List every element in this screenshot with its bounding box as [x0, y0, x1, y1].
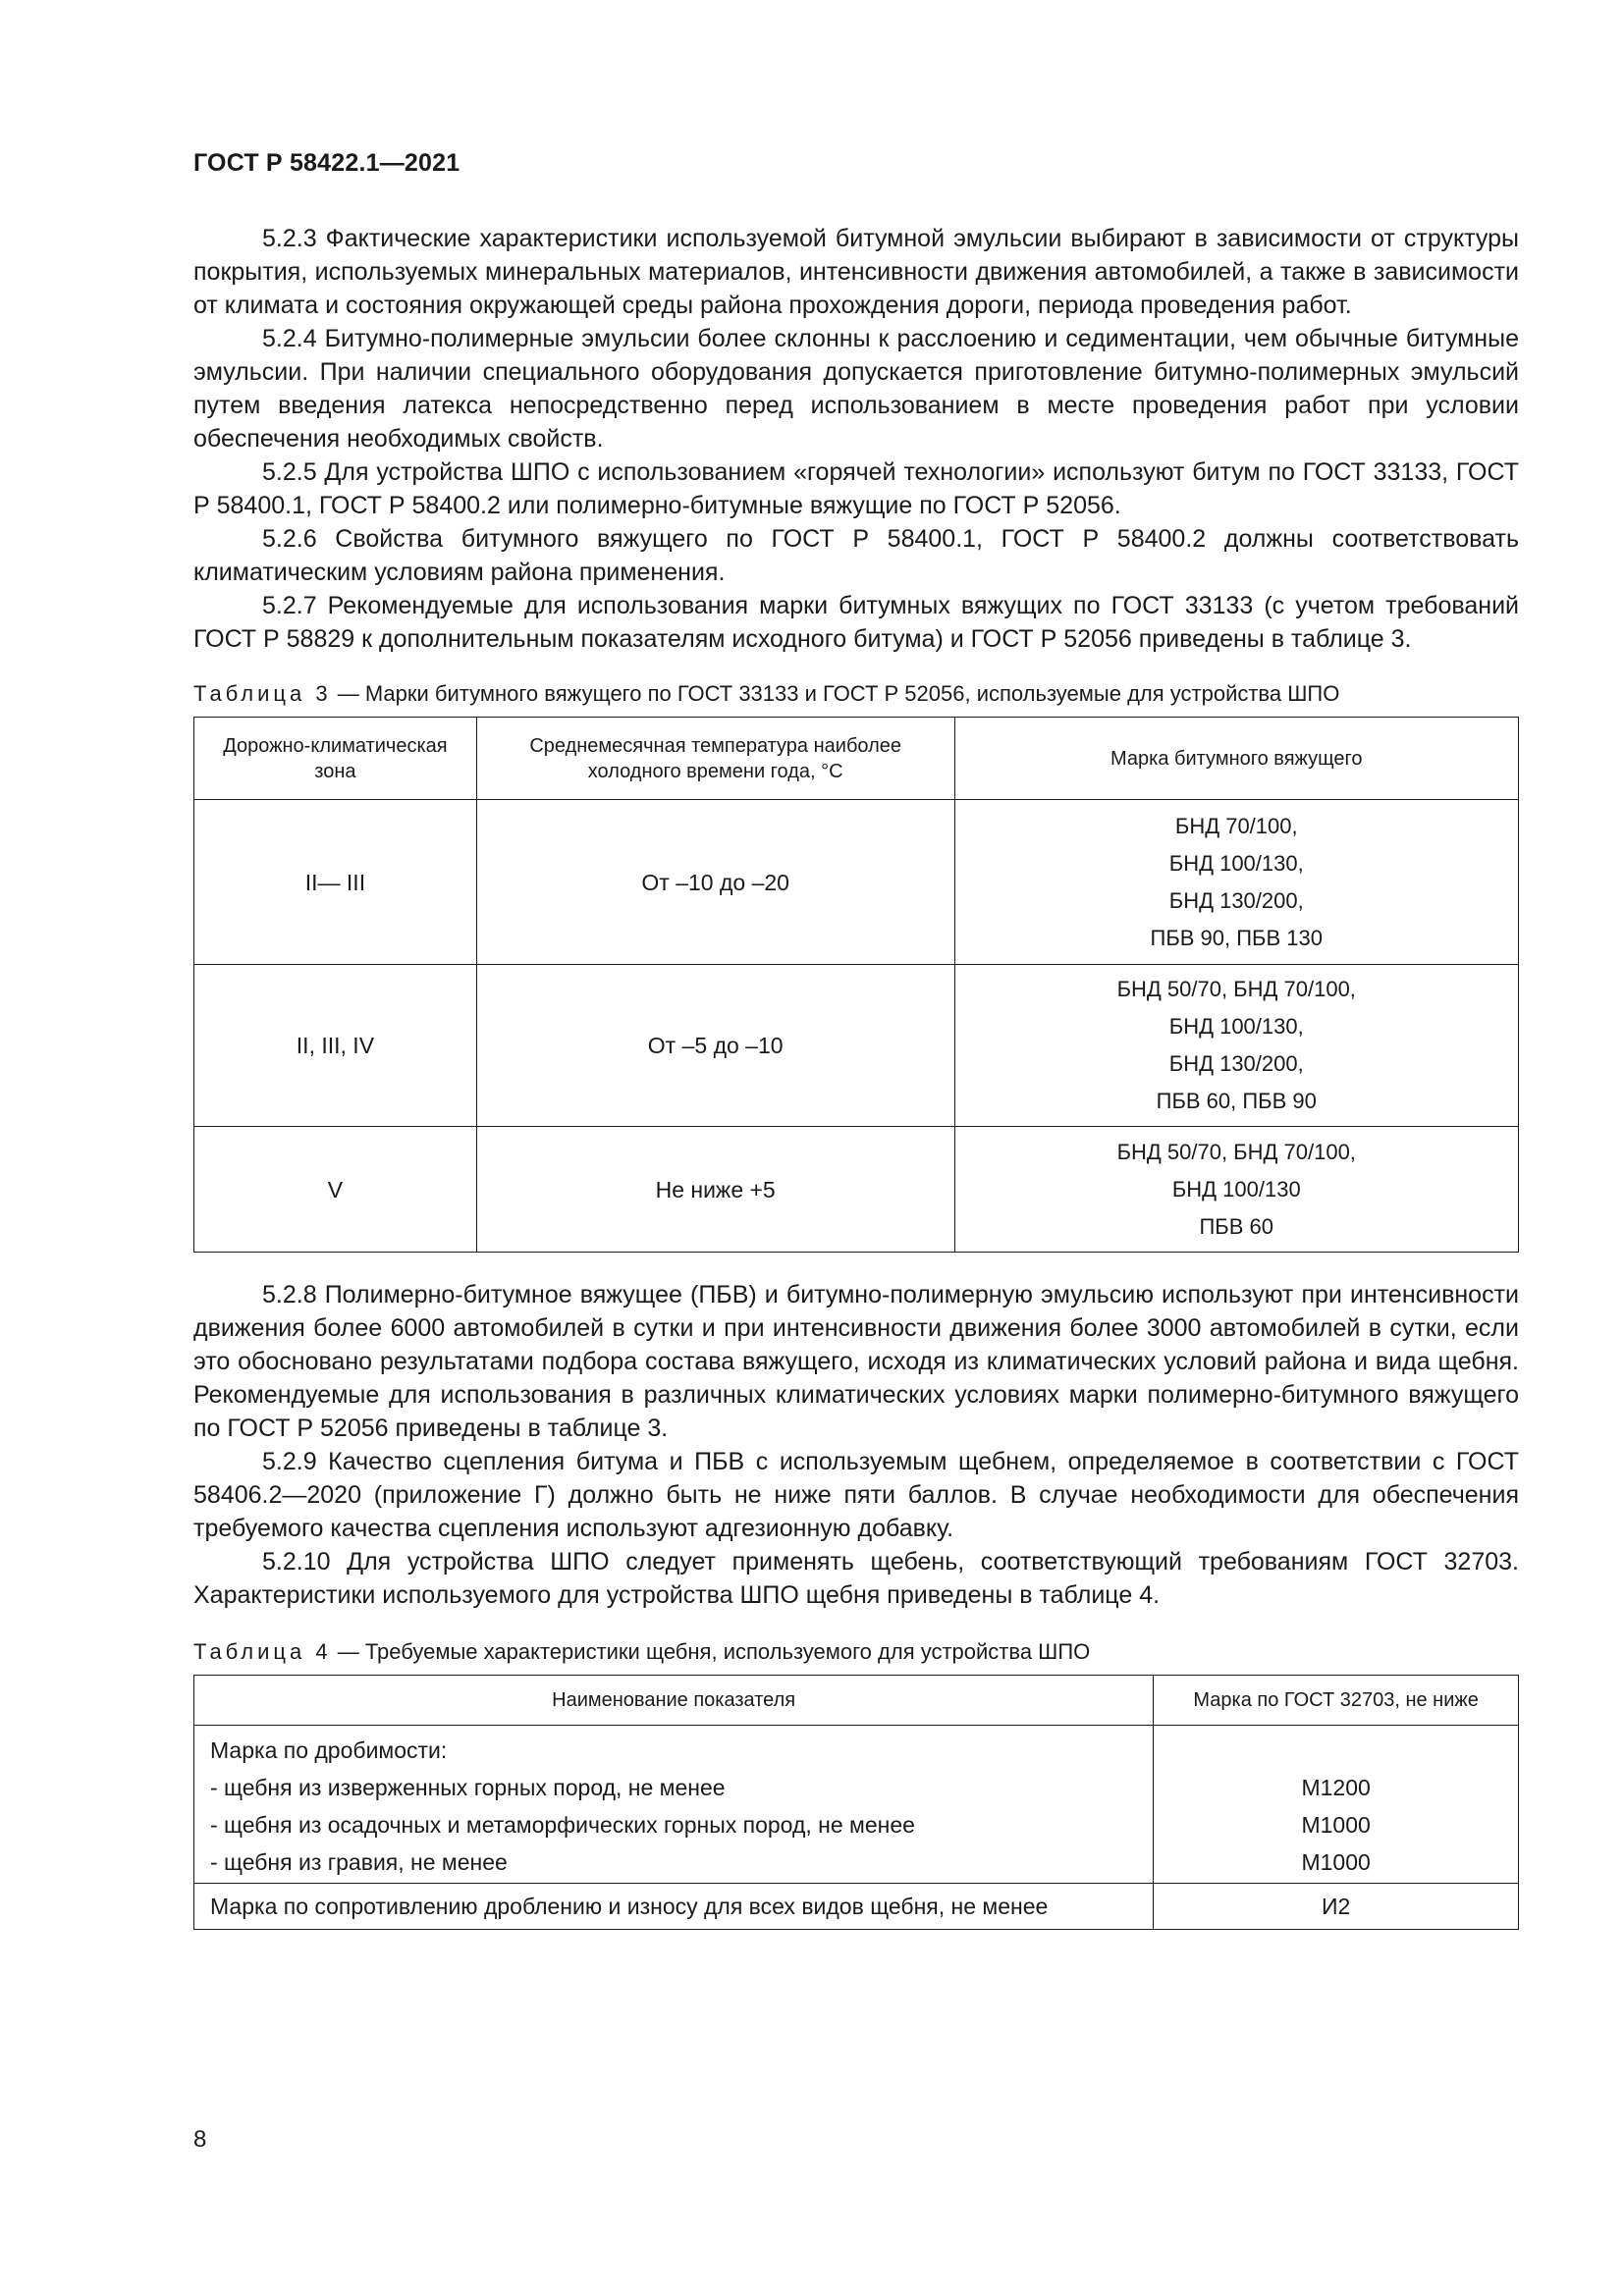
table3-caption-text: — Марки битумного вяжущего по ГОСТ 33133 и ГОСТ Р 52056, используемые для устройства ШПО — [331, 681, 1340, 706]
table-row — [194, 1726, 1519, 1884]
paragraph-5-2-9: 5.2.9 Качество сцепления битума и ПБВ с используемым щебнем, определяемое в соответствии с ГОСТ 58406.2—2020 (приложение Г) должно быть не ниже пяти баллов. В случае необходимости для обеспечения требуемого качества сцепления используют адгезионную добавку. — [193, 1448, 1519, 1542]
table4-header-row — [194, 1676, 1519, 1726]
table3-header-brand: Марка битумного вяжущего — [954, 718, 1519, 800]
table3-brand-cell — [954, 800, 1519, 965]
brand-line: БНД 130/200, — [1168, 1051, 1304, 1076]
paragraph-5-2-8: 5.2.8 Полимерно-битумное вяжущее (ПБВ) и битумно-полимерную эмульсию используют при интенсивности движения более 6000 автомобилей в сутки и при интенсивности движения более 3000 автомобилей в сутки, если это обосновано результатами подбора состава вяжущего, исходя из климатических условий района и вида щебня. Рекомендуемые для использования в различных климатических условиях марки полимерно-битумного вяжущего по ГОСТ Р 52056 приведены в таблице 3. — [193, 1281, 1519, 1442]
document-body — [193, 222, 1519, 1930]
table-row — [194, 965, 1519, 1127]
paragraph-5-2-5: 5.2.5 Для устройства ШПО с использованием «горячей технологии» используют битум по ГОСТ 33133, ГОСТ Р 58400.1, ГОСТ Р 58400.2 или полимерно-битумные вяжущие по ГОСТ Р 52056. — [193, 458, 1519, 519]
table4-caption-text: — Требуемые характеристики щебня, используемого для устройства ШПО — [331, 1639, 1091, 1664]
table4-value-cell: И2 — [1154, 1884, 1519, 1930]
table4-name-cell: Марка по сопротивлению дроблению и износу для всех видов щебня, не менее — [194, 1884, 1154, 1930]
brand-line: ПБВ 60 — [1199, 1213, 1273, 1239]
brand-line: ПБВ 90, ПБВ 130 — [1150, 925, 1323, 950]
table4-caption — [193, 1637, 1519, 1667]
page-number: 8 — [193, 2126, 207, 2153]
table4-name-line: Марка по дробимости: — [210, 1737, 448, 1763]
table3-temp-cell: От –10 до –20 — [476, 800, 954, 965]
table3-brand-cell — [954, 1127, 1519, 1253]
brand-line: БНД 50/70, БНД 70/100, — [1116, 977, 1356, 1001]
table4-value-cell — [1154, 1726, 1519, 1884]
table3-zone-cell: II— III — [194, 800, 477, 965]
table3-temp-cell: От –5 до –10 — [476, 965, 954, 1127]
table3-zone-cell: II, III, IV — [194, 965, 477, 1127]
table3-brand-cell — [954, 965, 1519, 1127]
table4-value-line — [1154, 1732, 1518, 1769]
table4-value-line: M1000 — [1301, 1849, 1371, 1875]
brand-line: БНД 50/70, БНД 70/100, — [1116, 1139, 1356, 1164]
table4-value-line: M1200 — [1301, 1775, 1371, 1800]
table4-name-line: - щебня из осадочных и метаморфических горных пород, не менее — [210, 1812, 915, 1838]
brand-line: БНД 100/130, — [1168, 850, 1304, 876]
table3-header-zone: Дорожно-климатическая зона — [194, 718, 477, 800]
table4-name-line: - щебня из изверженных горных пород, не менее — [210, 1775, 726, 1800]
table4-header-value: Марка по ГОСТ 32703, не ниже — [1154, 1676, 1519, 1726]
table4-header-name: Наименование показателя — [194, 1676, 1154, 1726]
table-row — [194, 1884, 1519, 1930]
brand-line: БНД 100/130, — [1168, 1014, 1304, 1039]
table4-caption-label: Таблица 4 — [193, 1639, 332, 1664]
brand-line: БНД 70/100, — [1174, 813, 1298, 838]
table3-temp-cell: Не ниже +5 — [476, 1127, 954, 1253]
paragraph-5-2-3: 5.2.3 Фактические характеристики используемой битумной эмульсии выбирают в зависимости от структуры покрытия, используемых минеральных материалов, интенсивности движения автомобилей, а также в зависимости от климата и состояния окружающей среды района прохождения дороги, периода проведения работ. — [193, 225, 1519, 319]
table3-caption-label: Таблица 3 — [193, 681, 332, 706]
brand-line: БНД 130/200, — [1168, 887, 1304, 913]
table-3 — [193, 717, 1519, 1253]
brand-line: БНД 100/130 — [1171, 1176, 1301, 1201]
document-header: ГОСТ Р 58422.1—2021 — [193, 149, 460, 177]
paragraph-5-2-4: 5.2.4 Битумно-полимерные эмульсии более склонны к расслоению и седиментации, чем обычные битумные эмульсии. При наличии специального оборудования допускается приготовление битумно-полимерных эмульсий путем введения латекса непосредственно перед использованием в месте проведения работ при условии обеспечения необходимых свойств. — [193, 325, 1519, 453]
table3-header-temp: Среднемесячная температура наиболее холодного времени года, °С — [476, 718, 954, 800]
table-4 — [193, 1675, 1519, 1930]
table4-value-line: M1000 — [1301, 1812, 1371, 1838]
paragraph-5-2-7: 5.2.7 Рекомендуемые для использования марки битумных вяжущих по ГОСТ 33133 (с учетом требований ГОСТ Р 58829 к дополнительным показателям исходного битума) и ГОСТ Р 52056 приведены в таблице 3. — [193, 592, 1519, 653]
brand-line: ПБВ 60, ПБВ 90 — [1156, 1089, 1317, 1113]
paragraph-5-2-10: 5.2.10 Для устройства ШПО следует применять щебень, соответствующий требованиям ГОСТ 32703. Характеристики используемого для устройства ШПО щебня приведены в таблице 4. — [193, 1548, 1519, 1609]
paragraph-5-2-6: 5.2.6 Свойства битумного вяжущего по ГОСТ Р 58400.1, ГОСТ Р 58400.2 должны соответствовать климатическим условиям района применения. — [193, 525, 1519, 586]
table4-name-line: - щебня из гравия, не менее — [210, 1849, 508, 1875]
table-row — [194, 1127, 1519, 1253]
table3-zone-cell: V — [194, 1127, 477, 1253]
table4-name-cell — [194, 1726, 1154, 1884]
table-row — [194, 800, 1519, 965]
table3-header-row — [194, 718, 1519, 800]
table3-caption — [193, 679, 1519, 709]
